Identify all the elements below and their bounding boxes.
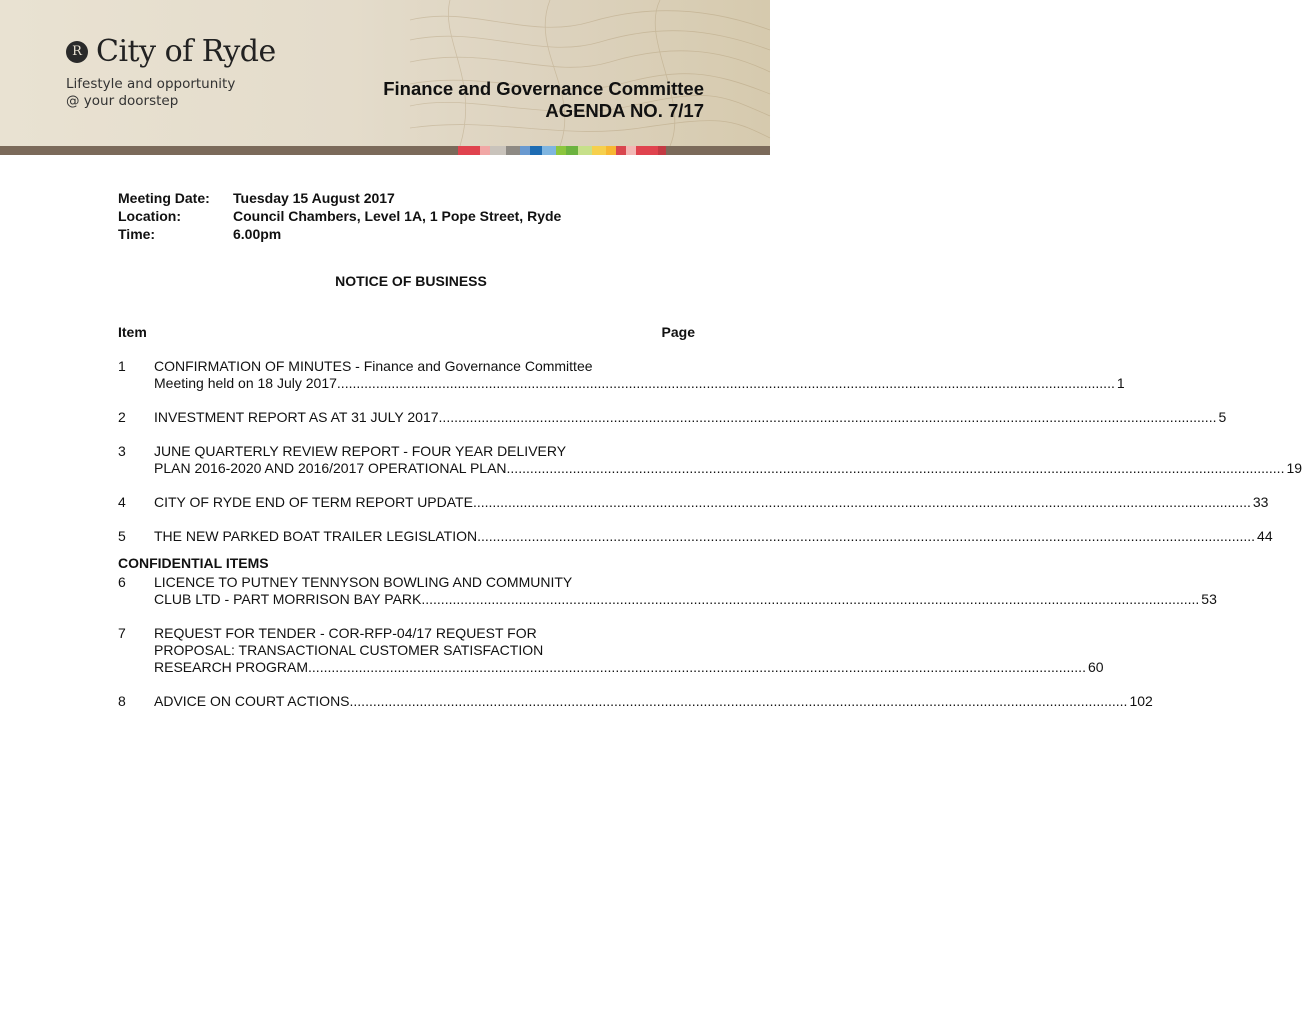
agenda-item-page: 1 (1116, 375, 1125, 391)
tagline-line-2: @ your doorstep (66, 93, 179, 109)
page-column-header: Page (661, 324, 695, 340)
color-stripe (636, 146, 658, 155)
logo-seal-icon: R (66, 41, 88, 63)
agenda-item-page: 33 (1252, 494, 1269, 510)
agenda-item-leader-line (154, 693, 1153, 710)
agenda-item-title-last-line: CITY OF RYDE END OF TERM REPORT UPDATE (154, 494, 473, 510)
agenda-item (118, 574, 1217, 608)
color-stripe (626, 146, 636, 155)
tagline-line-1: Lifestyle and opportunity (66, 76, 236, 92)
agenda-item-page: 102 (1129, 693, 1153, 709)
time-row (118, 225, 561, 243)
agenda-item-page: 5 (1218, 409, 1227, 425)
time-value: 6.00pm (233, 226, 282, 242)
agenda-item-title (154, 528, 1273, 545)
agenda-item-leader-line (154, 659, 1104, 676)
agenda-number: AGENDA NO. 7/17 (545, 100, 704, 121)
agenda-item-title (154, 409, 1226, 426)
agenda-item-title-last-line: THE NEW PARKED BOAT TRAILER LEGISLATION (154, 528, 478, 544)
agenda-item-title-last-line: RESEARCH PROGRAM (154, 659, 309, 675)
agenda-item-leader-line (154, 375, 1125, 392)
agenda-item-page: 44 (1257, 528, 1273, 544)
color-stripe (480, 146, 490, 155)
dot-leader (473, 494, 1251, 511)
time-label: Time: (118, 226, 156, 242)
agenda-item-number: 4 (118, 494, 126, 510)
dot-leader (337, 375, 1115, 392)
agenda-item-leader-line (154, 591, 1217, 608)
agenda-item-title (154, 494, 1268, 511)
agenda-item-title (154, 625, 1104, 676)
meeting-date-value: Tuesday 15 August 2017 (233, 190, 395, 206)
color-stripe (506, 146, 520, 155)
color-stripe (658, 146, 666, 155)
color-stripe (556, 146, 566, 155)
agenda-item-page: 53 (1201, 591, 1217, 607)
agenda-item (118, 409, 1227, 426)
header-banner (0, 0, 770, 146)
color-stripe (616, 146, 626, 155)
agenda-item (118, 625, 1104, 676)
color-stripe (592, 146, 606, 155)
agenda-item-number: 7 (118, 625, 126, 641)
contour-texture (410, 0, 770, 146)
agenda-item-title-line: CONFIRMATION OF MINUTES - Finance and Governance Committee (154, 358, 593, 374)
agenda-item (118, 494, 1269, 511)
agenda-item-title-line: JUNE QUARTERLY REVIEW REPORT - FOUR YEAR DELIVERY (154, 443, 567, 459)
agenda-item-title-last-line: PLAN 2016-2020 AND 2016/2017 OPERATIONAL PLAN (154, 460, 507, 476)
meeting-date-row (118, 189, 561, 207)
dot-leader (439, 409, 1217, 426)
agenda-item-number: 3 (118, 443, 126, 459)
agenda-item-page: 60 (1087, 659, 1104, 675)
agenda-item-leader-line (154, 460, 1302, 477)
agenda-item-leader-line (154, 409, 1226, 426)
color-stripe (490, 146, 506, 155)
agenda-list (118, 358, 1302, 710)
color-stripe (520, 146, 530, 155)
agenda-item-title (154, 574, 1217, 608)
agenda-item (118, 693, 1153, 710)
dot-leader (477, 528, 1255, 545)
notice-title: NOTICE OF BUSINESS (335, 273, 487, 289)
item-column-header: Item (118, 324, 147, 340)
color-stripe (530, 146, 542, 155)
committee-name: Finance and Governance Committee (383, 78, 704, 99)
agenda-item-leader-line (154, 528, 1273, 545)
agenda-item-title-line: PROPOSAL: TRANSACTIONAL CUSTOMER SATISFACTION (154, 642, 544, 658)
tagline (66, 76, 235, 110)
location-row (118, 207, 561, 225)
agenda-item (118, 528, 1273, 545)
agenda-item-title-line: REQUEST FOR TENDER - COR-RFP-04/17 REQUEST FOR (154, 625, 537, 641)
agenda-item-number: 5 (118, 528, 126, 544)
agenda-item-page: 19 (1286, 460, 1302, 476)
color-stripe (566, 146, 578, 155)
agenda-item-number: 2 (118, 409, 126, 425)
agenda-item-number: 1 (118, 358, 126, 374)
color-stripes (458, 146, 666, 155)
agenda-item-title-last-line: ADVICE ON COURT ACTIONS (154, 693, 350, 709)
dot-leader (421, 591, 1199, 608)
agenda-item (118, 358, 1125, 392)
confidential-items-heading: CONFIDENTIAL ITEMS (118, 555, 269, 571)
agenda-item-title-last-line: CLUB LTD - PART MORRISON BAY PARK (154, 591, 422, 607)
agenda-item-number: 8 (118, 693, 126, 709)
agenda-item-title-last-line: Meeting held on 18 July 2017 (154, 375, 337, 391)
agenda-item-title-line: LICENCE TO PUTNEY TENNYSON BOWLING AND COMMUNITY (154, 574, 573, 590)
location-label: Location: (118, 208, 181, 224)
agenda-item-title (154, 358, 1125, 392)
agenda-item-number: 6 (118, 574, 126, 590)
city-of-ryde-logo (66, 34, 276, 69)
color-stripe (606, 146, 616, 155)
location-value: Council Chambers, Level 1A, 1 Pope Street, Ryde (233, 208, 562, 224)
agenda-item-title (154, 693, 1153, 710)
dot-leader (507, 460, 1285, 477)
agenda-item-title-last-line: INVESTMENT REPORT AS AT 31 JULY 2017 (154, 409, 439, 425)
agenda-item (118, 443, 1302, 477)
dot-leader (350, 693, 1128, 710)
color-stripe (578, 146, 592, 155)
logo-text: City of Ryde (96, 34, 276, 69)
meeting-details (118, 189, 561, 243)
color-stripe (458, 146, 480, 155)
meeting-date-label: Meeting Date: (118, 190, 210, 206)
agenda-item-title (154, 443, 1302, 477)
dot-leader (308, 659, 1086, 676)
committee-title (383, 78, 704, 122)
color-stripe (542, 146, 556, 155)
agenda-item-leader-line (154, 494, 1268, 511)
